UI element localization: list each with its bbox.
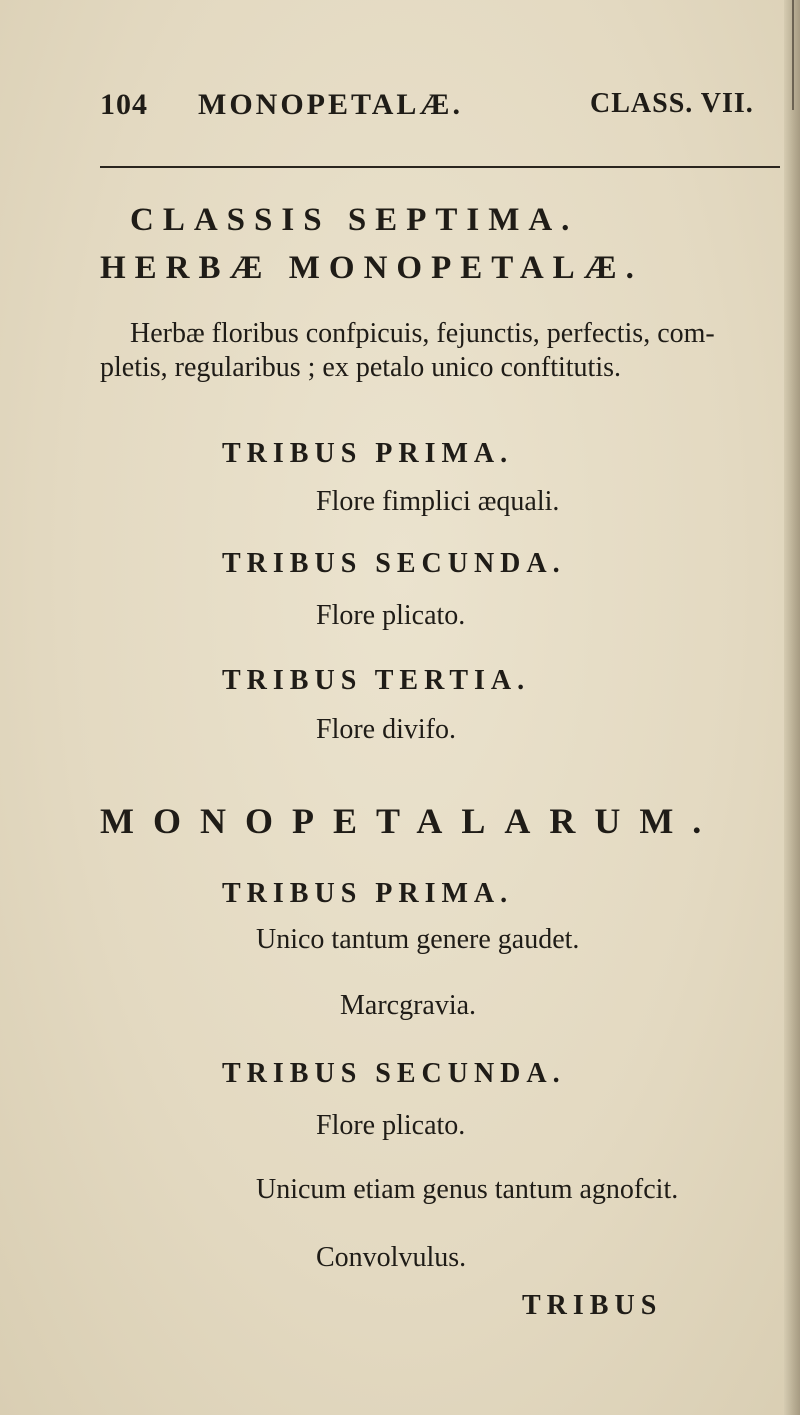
order-genus-2: Convolvulus. bbox=[316, 1242, 467, 1273]
tribe-heading-3: TRIBUS TERTIA. bbox=[222, 665, 531, 696]
tribe-heading-1: TRIBUS PRIMA. bbox=[222, 438, 514, 469]
page-edge bbox=[784, 0, 800, 1415]
page-edge-line bbox=[792, 0, 794, 110]
class-label: CLASS. VII. bbox=[590, 88, 754, 119]
tribe-text-2: Flore plicato. bbox=[316, 600, 466, 631]
header-rule bbox=[100, 166, 780, 168]
intro-line-1: Herbæ floribus confpicuis, fejunctis, perfectis, com- bbox=[130, 318, 715, 349]
order-tribe-text-1: Unico tantum genere gaudet. bbox=[256, 924, 580, 955]
order-tribe-text-2: Flore plicato. bbox=[316, 1110, 466, 1141]
page-number: 104 bbox=[100, 88, 148, 121]
order-genus-1: Marcgravia. bbox=[340, 990, 477, 1021]
tribe-heading-2: TRIBUS SECUNDA. bbox=[222, 548, 566, 579]
intro-line-2: pletis, regularibus ; ex petalo unico conftitutis. bbox=[100, 352, 621, 383]
class-heading: CLASSIS SEPTIMA. bbox=[130, 202, 579, 238]
order-tribe-heading-2: TRIBUS SECUNDA. bbox=[222, 1058, 566, 1089]
running-title: MONOPETALÆ. bbox=[198, 88, 463, 121]
order-tribe-heading-1: TRIBUS PRIMA. bbox=[222, 878, 514, 909]
catchword: TRIBUS bbox=[522, 1290, 663, 1321]
class-subheading: HERBÆ MONOPETALÆ. bbox=[100, 250, 643, 286]
order-tribe-text-2b: Unicum etiam genus tantum agnofcit. bbox=[256, 1174, 679, 1205]
order-heading: MONOPETALARUM. bbox=[100, 801, 721, 841]
tribe-text-1: Flore fimplici æquali. bbox=[316, 486, 560, 517]
tribe-text-3: Flore divifo. bbox=[316, 714, 456, 745]
